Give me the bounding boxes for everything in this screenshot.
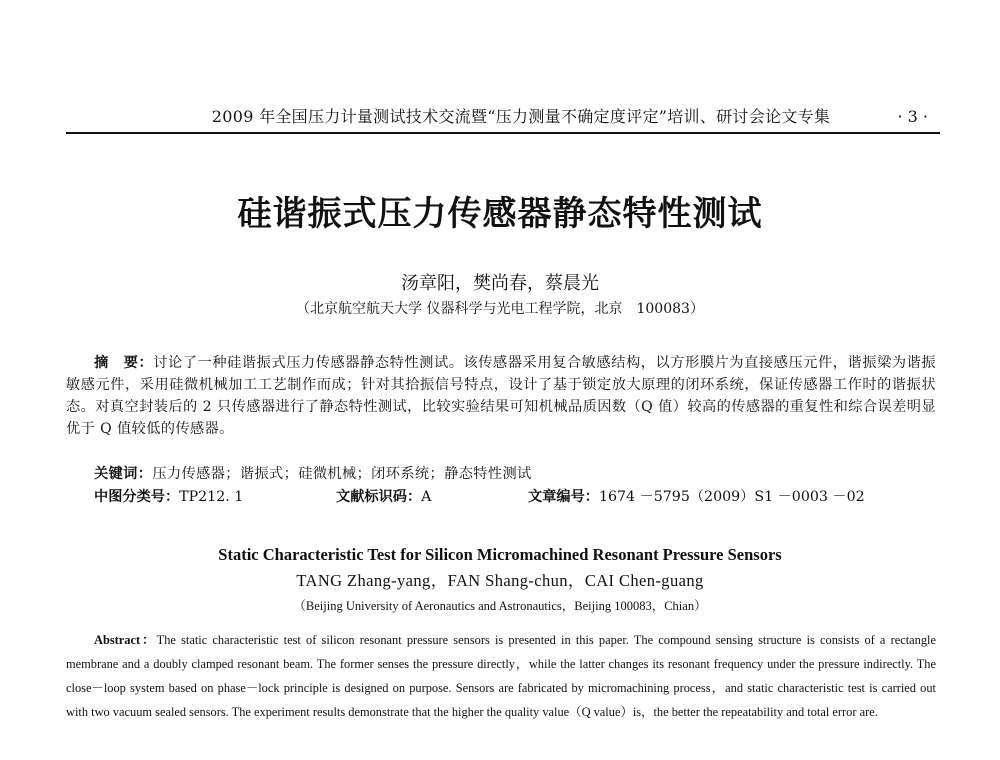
header-rule: [66, 132, 940, 134]
document-code: [336, 486, 431, 508]
chinese-keywords: [94, 463, 934, 485]
doc-code-value: A: [421, 489, 432, 505]
running-title: 2009 年全国压力计量测试技术交流暨“压力测量不确定度评定”培训、研讨会论文专集: [211, 107, 831, 126]
english-abstract: [66, 628, 936, 724]
english-affiliation: （Beijing University of Aeronautics and Astronautics，Beijing 100083，Chian）: [293, 599, 707, 613]
page-number: · 3 ·: [897, 107, 928, 126]
chinese-abstract-text: 讨论了一种硅谐振式压力传感器静态特性测试。该传感器采用复合敏感结构，以方形膜片为直接感压元件，谐振梁为谐振敏感元件，采用硅微机械加工工艺制作而成；针对其拾振信号特点，设计了基于锁定放大原理的闭环系统，保证传感器工作时的谐振状态。对真空封装后的 2 只传感器进行了静态特性测试，比较实验结果可知机械品质因数（Q 值）较高的传感器的重复性和综合误差明显优于 Q 值较低的传感器。: [66, 355, 936, 437]
running-header: [66, 104, 940, 144]
clc-label: 中图分类号：: [94, 489, 180, 505]
english-authors: TANG Zhang-yang，FAN Shang-chun，CAI Chen-guang: [296, 571, 704, 590]
chinese-title: 硅谐振式压力传感器静态特性测试: [237, 194, 763, 234]
article-number: [528, 486, 865, 508]
clc-value: TP212. 1: [179, 489, 244, 505]
clc-number: [94, 486, 243, 508]
chinese-affiliation: （北京航空航天大学 仪器科学与光电工程学院，北京 100083）: [296, 301, 704, 317]
classification-row: [94, 486, 934, 508]
keywords-text: 压力传感器；谐振式；硅微机械；闭环系统；静态特性测试: [152, 466, 532, 482]
chinese-abstract-label: 摘 要：: [94, 355, 154, 371]
article-no-value: 1674 －5795（2009）S1 －0003 －02: [598, 489, 865, 505]
keywords-label: 关键词：: [94, 466, 153, 482]
english-abstract-text: The static characteristic test of silicon resonant pressure sensors is presented in this paper. The compound sensing structure is consists of a rectangle membrane and a doubly clamped resonant beam. The former senses the pressure directly，while the latter changes its resonant frequency under the pressure indirectly. The close－loop system based on phase－lock principle is designed on purpose. Sensors are fabricated by micromachining process，and static characteristic test is carried out with two vacuum sealed sensors. The experiment results demonstrate that the higher the quality value（Q value）is，the better the repeatability and total error are.: [66, 633, 937, 719]
chinese-authors: 汤章阳，樊尚春，蔡晨光: [401, 273, 599, 294]
english-title: Static Characteristic Test for Silicon Micromachined Resonant Pressure Sensors: [218, 545, 782, 564]
english-abstract-label: Abstract：: [94, 633, 157, 647]
doc-code-label: 文献标识码：: [336, 489, 422, 505]
chinese-abstract: [66, 352, 936, 440]
article-no-label: 文章编号：: [528, 489, 599, 505]
